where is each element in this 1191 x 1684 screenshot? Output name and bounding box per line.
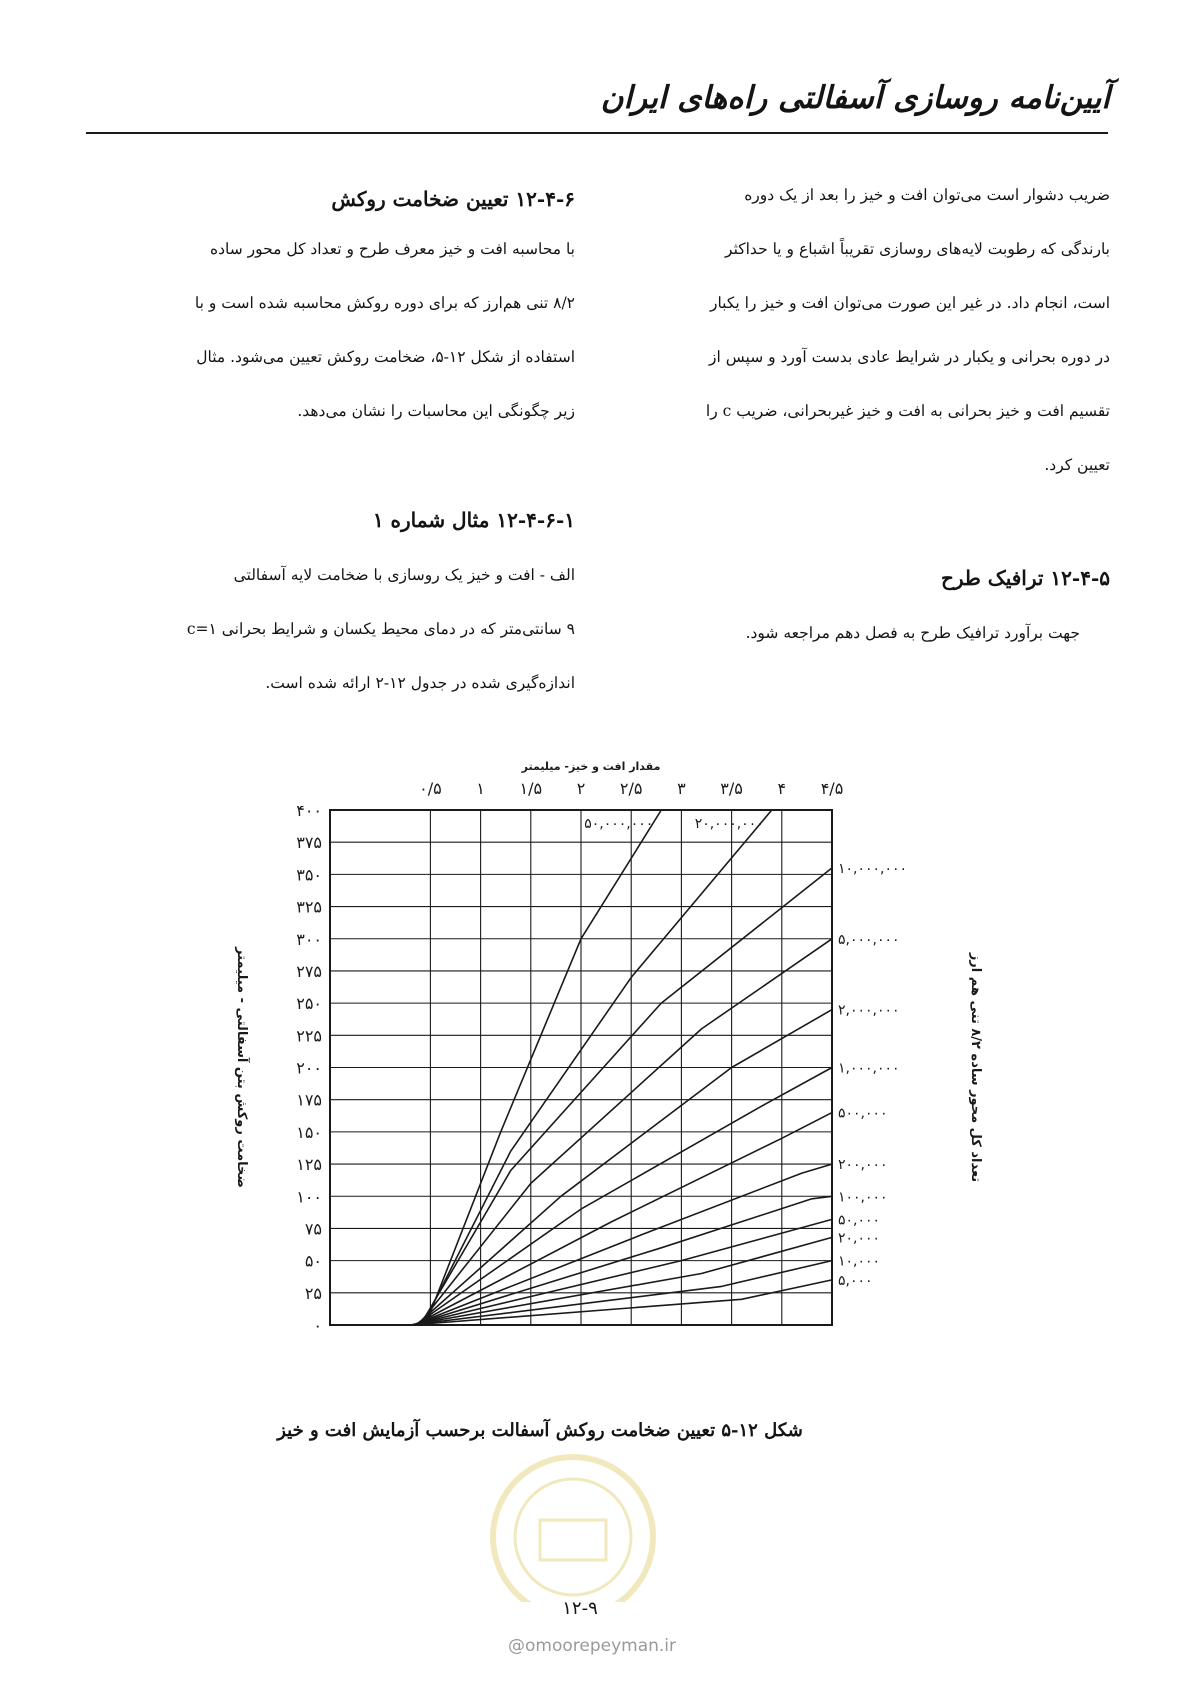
x-tick-label: ۰/۵ <box>419 779 442 798</box>
right-axis-title: تعداد کل محور ساده ۸/۲ تنی هم ارز <box>968 952 983 1183</box>
y-tick-label: ۱۲۵ <box>296 1155 322 1175</box>
example-line-1: الف - افت و خیز یک روسازی با ضخامت لایه آسفالتی <box>233 566 575 584</box>
x-tick-label: ۳/۵ <box>720 779 743 798</box>
y-tick-label: ۰ <box>313 1316 322 1335</box>
x-tick-label: ۳ <box>677 779 686 798</box>
series-label: ۵,۰۰۰,۰۰۰ <box>838 931 900 948</box>
right-paragraph-line-4: در دوره بحرانی و یکبار در شرایط عادی بدست آورد و سپس از <box>709 348 1110 366</box>
x-tick-label: ۴/۵ <box>820 779 844 798</box>
section-heading-traffic: ۱۲-۴-۵ ترافیک طرح <box>940 566 1110 590</box>
y-tick-label: ۴۰۰ <box>296 801 322 820</box>
series-label: ۵۰,۰۰۰,۰۰۰ <box>584 816 654 832</box>
series-curve <box>413 1164 832 1325</box>
series-curve <box>416 1010 832 1325</box>
right-paragraph-line-6: تعیین کرد. <box>1044 456 1110 474</box>
series-curve <box>410 1237 832 1325</box>
header-rule <box>86 132 1108 134</box>
series-label: ۲,۰۰۰,۰۰۰ <box>838 1002 900 1019</box>
series-curve <box>410 1280 832 1325</box>
series-label: ۵۰۰,۰۰۰ <box>838 1105 888 1122</box>
left-paragraph-line-4: زیر چگونگی این محاسبات را نشان می‌دهد. <box>297 402 575 420</box>
series-label: ۵,۰۰۰ <box>838 1272 873 1289</box>
y-tick-label: ۱۰۰ <box>296 1187 322 1207</box>
y-tick-label: ۲۵ <box>304 1283 322 1303</box>
right-paragraph-line-5: تقسیم افت و خیز بحرانی به افت و خیز غیربحرانی، ضریب c را <box>705 402 1110 420</box>
left-paragraph-line-2: ۸/۲ تنی هم‌ارز که برای دوره روکش محاسبه شده است و با <box>194 294 575 312</box>
series-label: ۲۰۰,۰۰۰ <box>838 1157 888 1174</box>
y-tick-label: ۲۷۵ <box>296 961 322 981</box>
right-paragraph-line-3: است، انجام داد. در غیر این صورت می‌توان افت و خیز را یکبار <box>709 294 1110 312</box>
example-line-2: ۹ سانتی‌متر که در دمای محیط یکسان و شرایط بحرانی c=۱ <box>186 620 575 638</box>
right-paragraph-line-1: ضریب دشوار است می‌توان افت و خیز را بعد از یک دوره <box>744 186 1110 204</box>
x-tick-label: ۲ <box>576 779 586 798</box>
x-tick-label: ۱/۵ <box>519 779 543 798</box>
traffic-paragraph: جهت برآورد ترافیک طرح به فصل دهم مراجعه شود. <box>745 624 1080 642</box>
right-paragraph-line-2: بارندگی که رطوبت لایه‌های روسازی تقریباً اشباع و یا حداکثر <box>725 240 1110 258</box>
series-label: ۱,۰۰۰,۰۰۰ <box>838 1060 900 1077</box>
section-heading-overlay-thickness: ۱۲-۴-۶ تعیین ضخامت روکش <box>331 187 575 211</box>
y-tick-label: ۲۵۰ <box>296 994 322 1014</box>
y-tick-label: ۱۷۵ <box>296 1090 322 1110</box>
y-tick-label: ۳۰۰ <box>296 929 322 949</box>
page-header-title: آیین‌نامه روسازی آسفالتی راه‌های ایران <box>600 80 1110 116</box>
y-tick-label: ۳۷۵ <box>296 833 322 853</box>
y-tick-label: ۳۲۵ <box>296 897 322 917</box>
y-axis-title: ضخامت روکش بتن آسفالتی - میلیمتر <box>234 947 249 1188</box>
example-heading: ۱۲-۴-۶-۱ مثال شماره ۱ <box>372 508 575 532</box>
series-label: ۵۰,۰۰۰ <box>838 1212 881 1229</box>
page-number: ۱۲-۹ <box>562 1598 598 1619</box>
y-tick-label: ۲۰۰ <box>296 1058 322 1078</box>
watermark-seal <box>478 1442 668 1602</box>
x-tick-label: ۱ <box>476 779 485 798</box>
left-paragraph-line-3: استفاده از شکل ۱۲-۵، ضخامت روکش تعیین می‌شود. مثال <box>196 348 575 366</box>
y-tick-label: ۳۵۰ <box>296 865 322 885</box>
y-tick-label: ۷۵ <box>304 1219 322 1239</box>
website-watermark: @omoorepeyman.ir <box>507 1636 677 1656</box>
figure-caption: شکل ۱۲-۵ تعیین ضخامت روکش آسفالت برحسب آزمایش افت و خیز <box>277 1420 803 1441</box>
x-tick-label: ۴ <box>777 779 787 798</box>
series-label: ۱۰,۰۰۰,۰۰۰ <box>838 860 908 877</box>
x-tick-label: ۲/۵ <box>619 779 643 798</box>
series-label: ۲۰,۰۰۰,۰۰۰ <box>694 816 764 832</box>
x-axis-title: مقدار افت و خیز- میلیمتر <box>521 760 661 773</box>
series-label: ۲۰,۰۰۰ <box>838 1230 881 1247</box>
deflection-overlay-chart <box>200 755 1000 1355</box>
left-paragraph-line-1: با محاسبه افت و خیز معرف طرح و تعداد کل محور ساده <box>209 240 575 258</box>
y-tick-label: ۲۲۵ <box>296 1026 322 1046</box>
example-line-3: اندازه‌گیری شده در جدول ۱۲-۲ ارائه شده است. <box>265 674 575 692</box>
y-tick-label: ۱۵۰ <box>296 1122 322 1142</box>
y-tick-label: ۵۰ <box>304 1251 322 1271</box>
series-label: ۱۰۰,۰۰۰ <box>838 1189 888 1206</box>
series-label: ۱۰,۰۰۰ <box>838 1253 881 1270</box>
